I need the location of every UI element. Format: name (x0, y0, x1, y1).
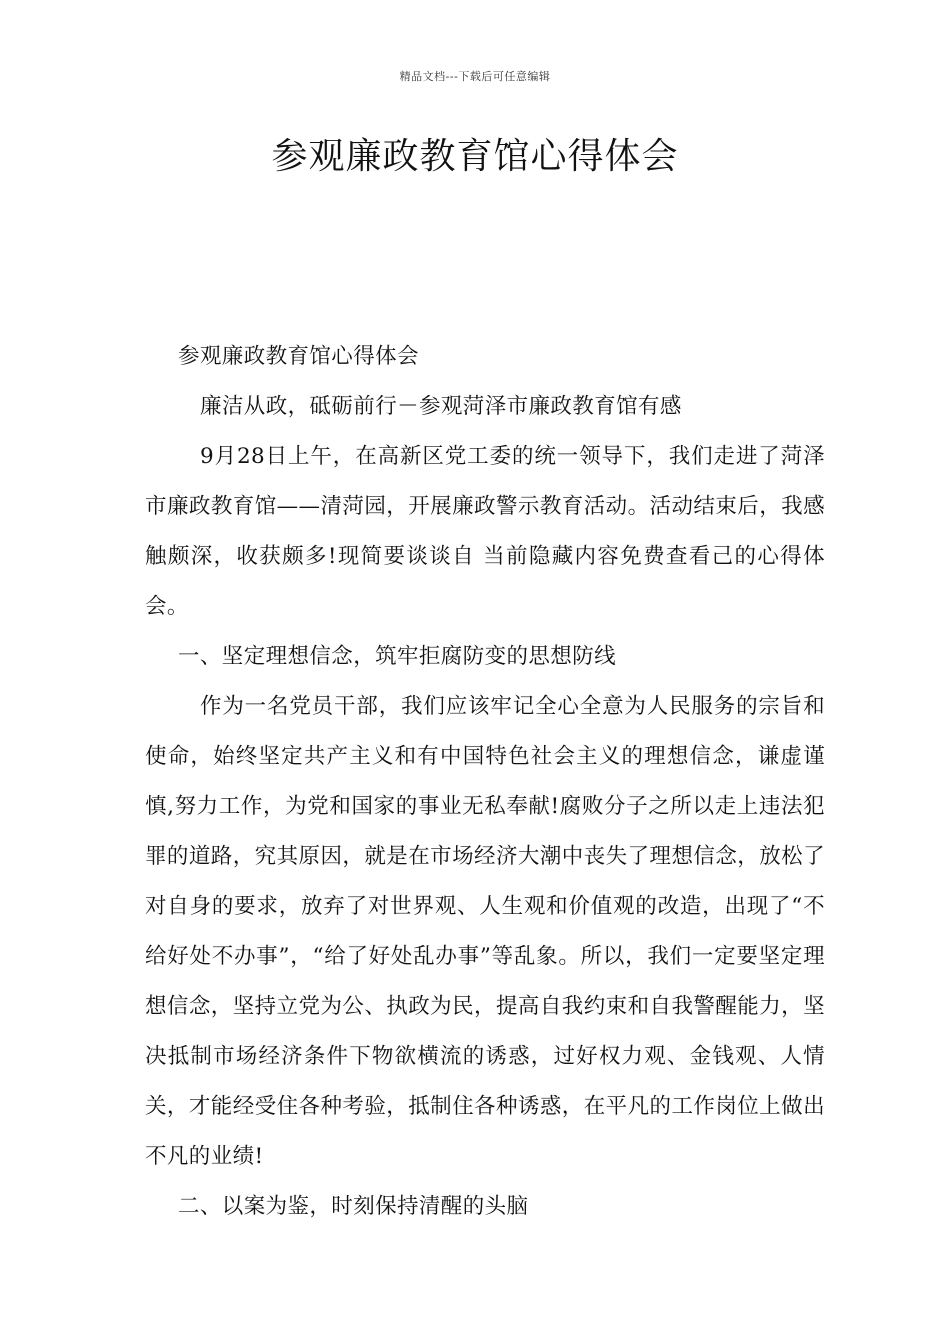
paragraph-subtitle: 廉洁从政，砥砺前行－参观菏泽市廉政教育馆有感 (200, 394, 682, 419)
section-heading-1: 一、坚定理想信念，筑牢拒腐防变的思想防线 (178, 644, 617, 669)
paragraph-heading: 参观廉政教育馆心得体会 (178, 344, 419, 369)
page-title: 参观廉政教育馆心得体会 (271, 136, 679, 177)
section-heading-2: 二、以案为鉴，时刻保持清醒的头脑 (178, 1194, 529, 1219)
document-body (145, 332, 825, 1232)
paragraph-intro: 9月28日上午，在高新区党工委的统一领导下，我们走进了菏泽市廉政教育馆——清菏园，开展廉政警示教育活动。活动结束后，我感触颇深，收获颇多!现简要谈谈自 当前隐藏内容免费查看己的心得体会。 (145, 444, 825, 619)
header-note: 精品文档---下载后可任意编辑 (399, 70, 551, 83)
paragraph-section-1: 作为一名党员干部，我们应该牢记全心全意为人民服务的宗旨和使命，始终坚定共产主义和有中国特色社会主义的理想信念，谦虚谨慎,努力工作，为党和国家的事业无私奉献!腐败分子之所以走上违法犯罪的道路，究其原因，就是在市场经济大潮中丧失了理想信念，放松了对自身的要求，放弃了对世界观、人生观和价值观的改造，出现了“不给好处不办事”，“给了好处乱办事”等乱象。所以，我们一定要坚定理想信念，坚持立党为公、执政为民，提高自我约束和自我警醒能力，坚决抵制市场经济条件下物欲横流的诱惑，过好权力观、金钱观、人情关，才能经受住各种考验，抵制住各种诱惑，在平凡的工作岗位上做出不凡的业绩! (145, 694, 825, 1169)
